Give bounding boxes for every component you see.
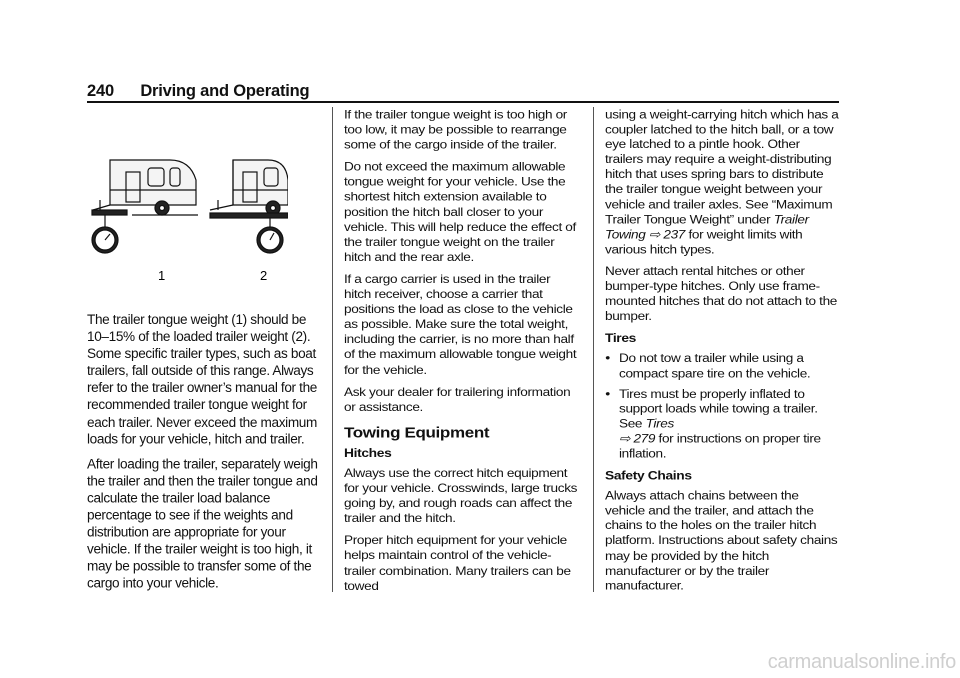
page-ref-279[interactable]: ⇨ 279 [619, 431, 656, 446]
weight-carrying-text: using a weight-carrying hitch which has a coupler latched to the hitch ball, or a tow eye latched to a pintle hook. Other trailers may require a weight-distributing hitch that uses spring bars to distribute the trailer tongue weight between your vehicle and trailer axles. See “Maximum Trailer Tongue Weight” under [605, 107, 839, 226]
list-item: ● Do not tow a trailer while using a compact spare tire on the vehicle. [605, 351, 840, 381]
page-number: 240 [87, 82, 114, 100]
weight-limits-text: for weight limits with various hitch types. [605, 227, 803, 256]
column-1 [87, 311, 322, 600]
tires-link[interactable]: Tires [645, 416, 674, 431]
section-title: Driving and Operating [140, 82, 310, 100]
figure-label-2: 2 [260, 268, 268, 283]
safety-chains-heading: Safety Chains [605, 468, 692, 482]
safety-chains-paragraph: Always attach chains between the vehicle and the trailer, and attach the chains to the holes on the trailer hitch platform. Instructions about safety chains may be provided by the hitch manufacturer or by the trailer manufacturer. [605, 489, 838, 593]
watermark: carmanualsonline.info [767, 651, 956, 673]
cargo-carrier-paragraph: If a cargo carrier is used in the trailer hitch receiver, choose a carrier that positions the load as close to the vehicle as possible. Make sure the total weight, including the carrier, is no more than half of the maximum allowable tongue weight for the vehicle. [344, 272, 577, 377]
column-divider-2 [593, 107, 594, 592]
dealer-paragraph: Ask your dealer for trailering information or assistance. [344, 385, 571, 414]
figure-label-1: 1 [158, 268, 166, 283]
trailer-2-illustration [210, 160, 288, 253]
rearrange-paragraph: If the trailer tongue weight is too high or too low, it may be possible to rearrange some of the cargo inside of the trailer. [344, 107, 567, 152]
tires-heading: Tires [605, 331, 636, 345]
column-2 [344, 107, 579, 600]
max-tongue-paragraph: Do not exceed the maximum allowable tongue weight for your vehicle. Use the shortest hitch extension available to position the hitch ball closer to your vehicle. This will help reduce the effect of the trailer tongue weight on the trailer hitch and the rear axle. [344, 160, 576, 264]
header-rule [87, 101, 839, 103]
towing-equipment-heading: Towing Equipment [344, 423, 490, 441]
list-item [605, 386, 840, 461]
trailer-weight-figure [88, 150, 288, 290]
trailer-1-illustration [92, 160, 198, 253]
inflation-text: Tires must be properly inflated to support loads while towing a trailer. See [619, 386, 818, 431]
column-divider-1 [332, 107, 333, 592]
column-3 [605, 107, 840, 600]
page-header [87, 82, 837, 101]
weight-carrying-paragraph [605, 107, 840, 257]
page-ref-237[interactable]: ⇨ 237 [648, 227, 686, 241]
proper-hitch-paragraph: Proper hitch equipment for your vehicle helps maintain control of the vehicle-trailer combination. Many trailers can be towed [344, 533, 571, 593]
loading-paragraph: After loading the trailer, separately weigh the trailer and then the trailer tongue and calculate the trailer load balance percentage to see if the weights and distribution are appropriate for your vehicle. If the trailer weight is too high, it may be possible to transfer some of the cargo into your vehicle. [87, 456, 318, 591]
instructions-text: for instructions on proper tire inflation. [619, 431, 821, 461]
rental-hitch-paragraph: Never attach rental hitches or other bumper-type hitches. Only use frame-mounted hitches that do not attach to the bumper. [605, 264, 838, 323]
hitch-equipment-paragraph: Always use the correct hitch equipment for your vehicle. Crosswinds, large trucks going by, and rough roads can affect the trailer and the hitch. [344, 466, 578, 525]
tires-list [605, 351, 840, 461]
tongue-weight-paragraph: The trailer tongue weight (1) should be 10–15% of the loaded trailer weight (2). Some specific trailer types, such as boat trailers, fall outside of this range. Always refer to the trailer owner’s manual for the recommended trailer tongue weight for each trailer. Never exceed the maximum loads for your vehicle, hitch and trailer. [87, 311, 318, 447]
hitches-heading: Hitches [344, 446, 392, 460]
trailer-towing-link[interactable]: Trailer Towing [605, 212, 809, 241]
